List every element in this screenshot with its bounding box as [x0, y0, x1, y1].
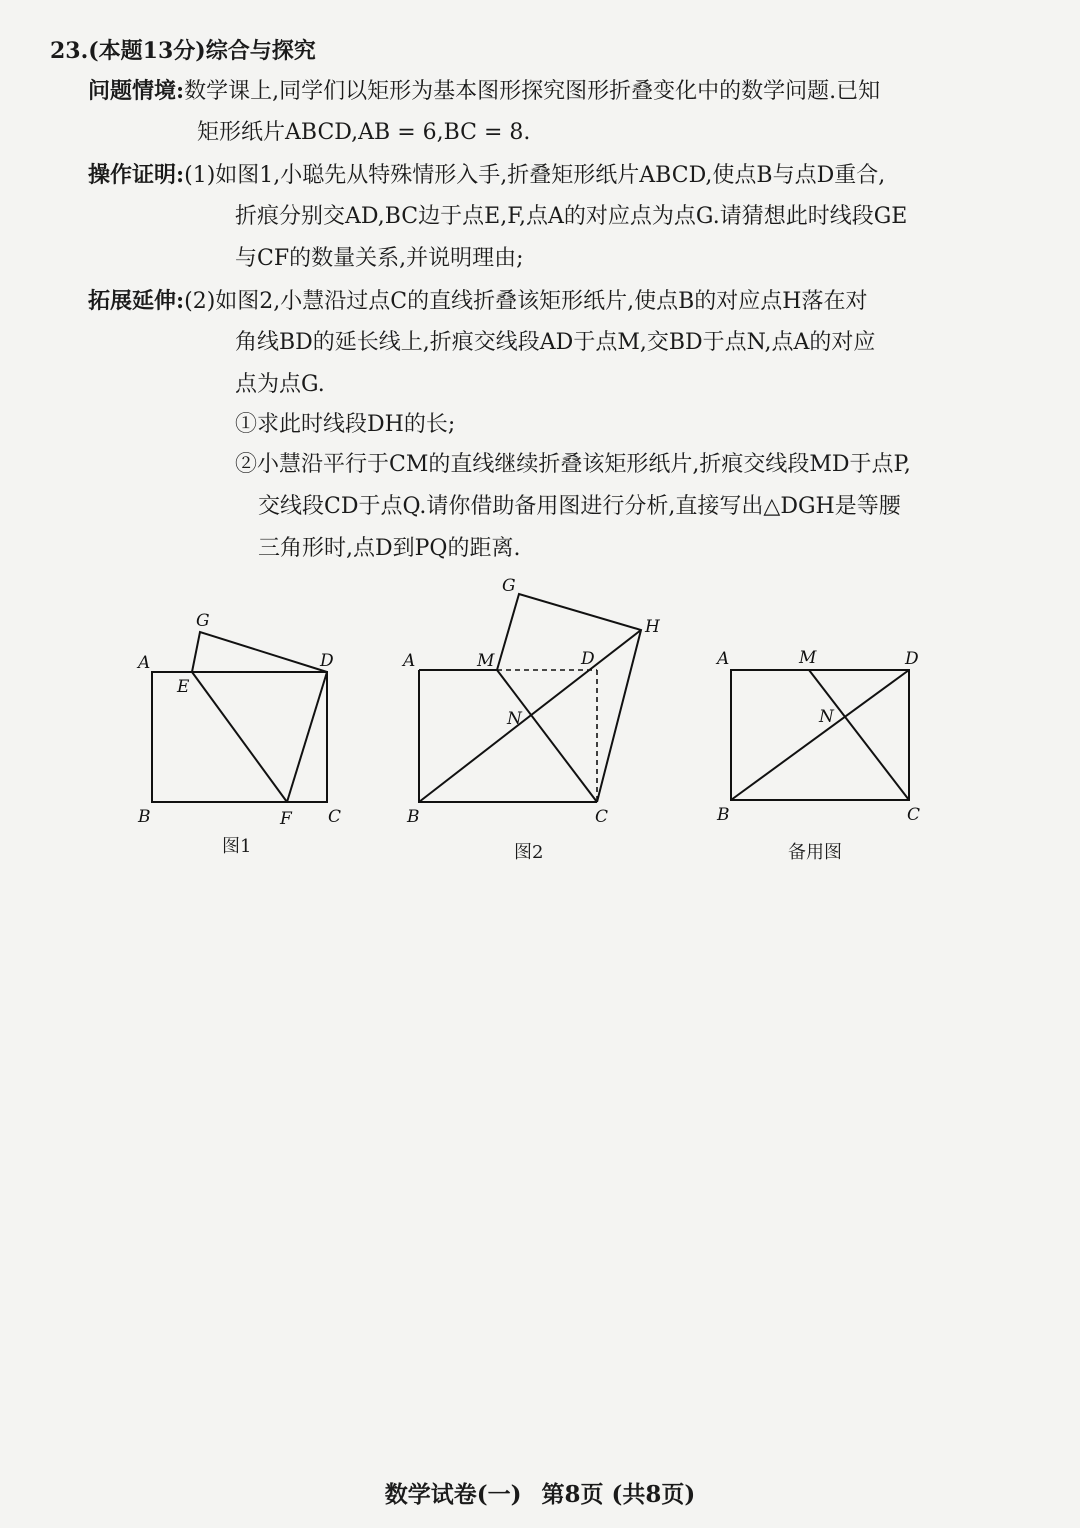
fig1-label-b: B — [138, 807, 151, 827]
context-label: 问题情境: — [88, 78, 185, 104]
sub-question-1: ①求此时线段DH的长; — [235, 412, 456, 437]
fig2-label-m: M — [477, 651, 495, 671]
extend-label: 拓展延伸: — [88, 288, 185, 314]
figure-2 — [395, 570, 675, 840]
fig1-label-d: D — [320, 651, 334, 671]
proof-line1: (1)如图1,小聪先从特殊情形入手,折叠矩形纸片ABCD,使点B与点D重合, — [184, 163, 886, 188]
fig1-caption: 图1 — [222, 836, 252, 857]
footer-subject: 数学试卷(一) — [384, 1481, 522, 1508]
figure-1 — [130, 600, 360, 840]
fig3-label-c: C — [907, 805, 921, 825]
extend-line2: 角线BD的延长线上,折痕交线段AD于点M,交BD于点N,点A的对应 — [235, 330, 876, 355]
fig2-crease-mc — [497, 670, 597, 802]
fig2-label-h: H — [645, 617, 660, 637]
fig1-label-e: E — [177, 677, 190, 697]
fig2-label-c: C — [595, 807, 609, 827]
fig1-folded-edge — [192, 632, 327, 672]
fig2-label-a: A — [403, 651, 416, 671]
fig1-label-a: A — [138, 653, 151, 673]
fig2-diagonal-bh — [419, 630, 641, 802]
extend-line3: 点为点G. — [235, 372, 325, 397]
context-row — [88, 70, 880, 113]
context-line2: 矩形纸片ABCD,AB = 6,BC = 8. — [197, 120, 531, 145]
fig1-label-g: G — [196, 611, 210, 631]
fig3-line-mc — [809, 670, 909, 800]
fig2-caption: 图2 — [514, 842, 544, 863]
extend-row — [88, 280, 867, 323]
fig3-label-a: A — [717, 649, 730, 669]
fig1-line-fd — [287, 672, 327, 802]
fig3-label-d: D — [905, 649, 919, 669]
fig3-caption: 备用图 — [788, 842, 842, 863]
fig3-label-m: M — [799, 648, 817, 668]
figure-backup — [705, 630, 945, 840]
sub-question-2-line1: ②小慧沿平行于CM的直线继续折叠该矩形纸片,折痕交线段MD于点P, — [235, 452, 911, 477]
fig2-label-g: G — [502, 576, 516, 596]
footer-page: 第8页 (共8页) — [541, 1481, 696, 1508]
fig3-diagonal-bd — [731, 670, 909, 800]
context-line1: 数学课上,同学们以矩形为基本图形探究图形折叠变化中的数学问题.已知 — [184, 79, 881, 104]
sub-question-2-line2: 交线段CD于点Q.请你借助备用图进行分析,直接写出△DGH是等腰 — [258, 494, 901, 519]
proof-line3: 与CF的数量关系,并说明理由; — [235, 246, 524, 271]
page-footer — [0, 1476, 1080, 1509]
fig1-label-f: F — [280, 809, 292, 829]
fig1-crease-ef — [192, 672, 287, 802]
sub-question-2-line3: 三角形时,点D到PQ的距离. — [258, 536, 521, 561]
proof-row — [88, 154, 885, 197]
proof-line2: 折痕分别交AD,BC边于点E,F,点A的对应点为点G.请猜想此时线段GE — [235, 204, 908, 229]
fig2-label-b: B — [407, 807, 420, 827]
fig2-label-n: N — [507, 709, 522, 729]
fig2-label-d: D — [581, 649, 595, 669]
question-header: 23.(本题13分)综合与探究 — [50, 38, 316, 64]
fig3-label-n: N — [819, 707, 834, 727]
extend-line1: (2)如图2,小慧沿过点C的直线折叠该矩形纸片,使点B的对应点H落在对 — [184, 289, 868, 314]
fig1-label-c: C — [328, 807, 342, 827]
proof-label: 操作证明: — [88, 162, 185, 188]
fig3-label-b: B — [717, 805, 730, 825]
